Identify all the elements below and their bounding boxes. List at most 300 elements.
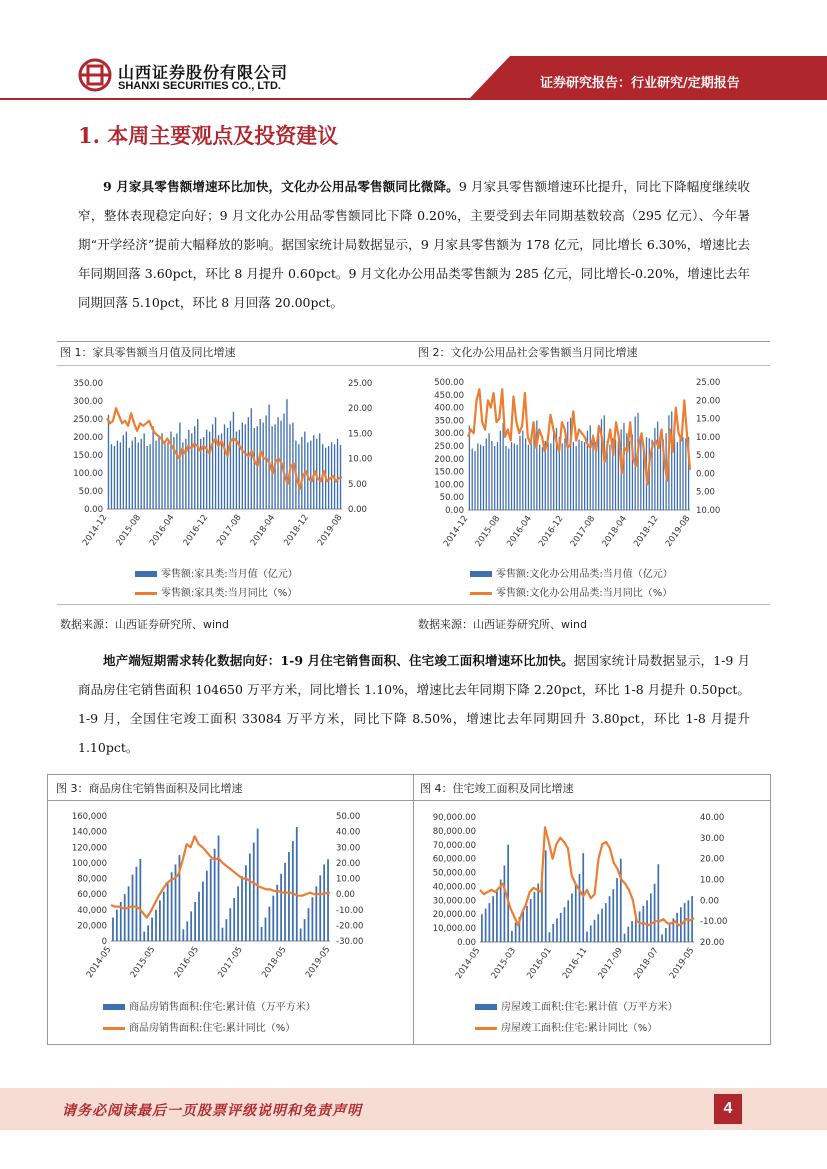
bar — [629, 441, 630, 510]
bar — [657, 422, 658, 510]
bar — [556, 918, 558, 942]
chart-housing-sales — [55, 806, 405, 986]
line-series — [480, 827, 694, 925]
page-number: 4 — [714, 1094, 742, 1124]
bar — [657, 864, 659, 942]
left-tick-label: 30,000.00 — [432, 896, 476, 907]
legend-label: 房屋竣工面积:住宅:累计值（万平方米） — [501, 1002, 678, 1013]
bar — [298, 444, 299, 509]
figure-1-legend-line — [135, 584, 297, 599]
right-tick-label: 5.00 — [696, 487, 715, 498]
bar — [126, 432, 127, 509]
x-tick-label: 2019-05 — [303, 944, 333, 980]
bar — [500, 880, 502, 943]
bar — [639, 911, 641, 942]
right-tick-label: 30.00 — [336, 843, 361, 854]
bar — [227, 428, 228, 509]
right-tick-label: 15.00 — [696, 414, 721, 425]
bar — [179, 423, 180, 509]
figure-2-caption: 图 2：文化办公用品社会零售额当月同比增速 — [418, 346, 638, 359]
bar — [492, 896, 494, 942]
bar — [188, 430, 189, 509]
left-tick-label: 0.00 — [445, 506, 464, 516]
left-tick-label: 200.00 — [434, 454, 464, 465]
bar — [117, 441, 118, 509]
right-tick-label: -10.00 — [336, 905, 364, 916]
bar — [582, 853, 584, 942]
legend-line-swatch — [135, 592, 157, 595]
paragraph-body: 据国家统计局数据显示，1-9 月商品房住宅销售面积 104650 万平方米，同比增长 1.10%，增速比去年同期下降 2.20pct，环比 1-8 月提升 0.50pct。1-9 月，全国住宅竣工面积 33084 万平方米，同比下降 8.50%，增速比去年同期回升 3.80pct，环比 1-8 月提升 1.10pct。 — [78, 653, 750, 755]
bar — [511, 931, 513, 942]
bar — [323, 864, 325, 941]
figure-1-legend-bar — [135, 565, 298, 580]
bar — [182, 929, 184, 941]
bar — [245, 424, 246, 509]
paragraph-lead: 地产端短期需求转化数据向好：1-9 月住宅销售面积、住宅竣工面积增速环比加快。 — [103, 653, 574, 668]
figure-divider — [57, 341, 770, 342]
x-tick-label: 2014-05 — [453, 945, 483, 981]
bar — [138, 442, 139, 509]
bar — [112, 918, 114, 941]
right-tick-label: 20.00 — [336, 858, 361, 869]
right-tick-label: 15.00 — [348, 429, 373, 440]
paragraph-body: 9 月家具零售额增速环比提升，同比下降幅度继续收窄，整体表现稳定向好；9 月文化办公用品零售额同比下降 0.20%，主要受到去年同期基数较高（295 亿元）、今年暑期“开学经济”提前大幅释放的影响。据国家统计局数据显示，9 月家具零售额为 178 亿元，同比增长 6.30%，增速比去年同期回落 3.60pct，环比 8 月提升 0.60pct。9 月文化办公用品类零售额为 285 亿元，同比增长-0.20%，增速比去年同期回落 5.10pct，环比 8 月回落 20.00pct。 — [78, 179, 750, 310]
paragraph-furniture — [78, 172, 750, 317]
figure-3-legend-bar — [103, 998, 316, 1013]
bar — [586, 932, 588, 942]
bar — [239, 430, 240, 509]
bar — [308, 908, 310, 941]
bar — [114, 446, 115, 509]
legend-label: 零售额:文化办公用品类:当月值（亿元） — [496, 569, 673, 580]
right-tick-label: 0.00 — [696, 469, 715, 480]
bar — [581, 441, 582, 510]
bar — [265, 918, 267, 941]
bar — [531, 440, 532, 510]
legend-line-swatch — [470, 592, 492, 595]
bar — [149, 444, 150, 509]
x-tick-label: 2014-05 — [84, 944, 114, 980]
bar — [136, 867, 138, 941]
x-tick-label: 2017-08 — [215, 512, 244, 548]
bar — [560, 913, 562, 942]
bar — [135, 437, 136, 509]
bar — [486, 438, 487, 510]
bar — [237, 886, 239, 941]
bar — [488, 433, 489, 510]
x-tick-label: 2016-01 — [525, 945, 554, 981]
figure-divider — [47, 800, 770, 801]
bar — [507, 845, 509, 942]
bar — [609, 445, 610, 510]
bar — [504, 866, 506, 942]
right-tick-label: 0.00 — [700, 896, 719, 907]
bar — [567, 422, 568, 510]
right-tick-label: 5.00 — [348, 479, 367, 490]
bar — [230, 421, 231, 509]
bar — [550, 443, 551, 510]
left-tick-label: 350.00 — [73, 379, 103, 389]
bar — [225, 919, 227, 941]
bar — [301, 437, 302, 509]
bar — [190, 911, 192, 941]
bar — [328, 446, 329, 509]
x-tick-label: 2018-05 — [260, 944, 289, 980]
bar — [549, 932, 551, 942]
legend-bar-swatch — [470, 571, 492, 577]
bar — [597, 914, 599, 942]
bar — [215, 417, 216, 509]
left-tick-label: 250.00 — [434, 442, 464, 452]
bar — [269, 907, 271, 941]
bar — [191, 433, 192, 509]
bar — [132, 875, 134, 941]
left-tick-label: 150.00 — [73, 451, 103, 461]
left-tick-label: 100.00 — [434, 480, 464, 491]
x-tick-label: 2016-04 — [505, 513, 534, 549]
bar — [654, 884, 656, 942]
paragraph-real-estate — [78, 646, 750, 762]
bar — [573, 442, 574, 510]
bar — [251, 408, 252, 509]
bar — [206, 430, 207, 509]
bar — [124, 894, 126, 941]
bar — [542, 447, 543, 510]
figure-2-source: 数据来源：山西证券研究所、wind — [418, 618, 588, 631]
left-tick-label: 350.00 — [434, 416, 464, 427]
figure-3-legend-line — [103, 1019, 295, 1034]
bar — [620, 859, 622, 942]
bar — [575, 885, 577, 942]
bar — [139, 859, 141, 941]
left-tick-label: 250.00 — [73, 415, 103, 425]
bar — [151, 918, 153, 941]
left-tick-label: 60,000.00 — [432, 854, 476, 865]
bar — [245, 865, 247, 941]
x-tick-label: 2017-05 — [216, 944, 245, 980]
bar — [155, 910, 157, 941]
bar — [618, 441, 619, 510]
bar — [685, 438, 686, 510]
left-tick-label: 200.00 — [73, 433, 103, 443]
bar — [579, 874, 581, 942]
bar — [248, 417, 249, 509]
bar — [564, 438, 565, 510]
bar — [167, 882, 169, 941]
bar — [146, 446, 147, 509]
bar — [517, 445, 518, 510]
left-tick-label: 500.00 — [434, 378, 464, 388]
bar — [661, 934, 663, 942]
bar — [590, 426, 591, 510]
paragraph-lead: 9 月家具零售额增速环比加快，文化办公用品零售额同比微降。 — [103, 179, 459, 194]
bar — [525, 438, 526, 510]
figure-3-caption: 图 3：商品房住宅销售面积及同比增速 — [56, 782, 243, 795]
figure-divider — [413, 774, 414, 1044]
left-tick-label: 0 — [101, 937, 107, 947]
left-tick-label: 40,000.00 — [432, 882, 476, 893]
right-tick-label: 40.00 — [700, 813, 725, 823]
bar — [497, 442, 498, 510]
left-tick-label: 50.00 — [439, 493, 464, 504]
bar — [120, 442, 121, 509]
x-tick-label: 2015-05 — [128, 944, 158, 980]
bar — [143, 932, 145, 941]
company-name-cn: 山西证券股份有限公司 — [118, 63, 289, 82]
bar — [327, 859, 329, 941]
section-title: 1. 本周主要观点及投资建议 — [78, 123, 339, 148]
bar — [505, 446, 506, 510]
left-tick-label: 20,000.00 — [432, 910, 476, 921]
bar — [624, 934, 626, 942]
bar — [263, 423, 264, 509]
bar — [158, 437, 159, 509]
bar — [534, 892, 536, 942]
bar — [562, 443, 563, 510]
left-tick-label: 80,000.00 — [432, 826, 476, 837]
left-tick-label: 300.00 — [73, 397, 103, 407]
figure-1-source: 数据来源：山西证券研究所、wind — [60, 618, 230, 631]
bar — [241, 876, 243, 941]
bar — [594, 920, 596, 942]
bar — [576, 446, 577, 510]
bar — [494, 446, 495, 510]
right-tick-label: -20.00 — [336, 921, 364, 932]
bar — [286, 399, 287, 509]
bar — [511, 442, 512, 510]
bar — [272, 896, 274, 941]
left-tick-label: 150.00 — [434, 467, 464, 478]
bar — [514, 443, 515, 510]
legend-label: 商品房销售面积:住宅:累计值（万平方米） — [129, 1002, 316, 1013]
bar — [567, 900, 569, 942]
figure-divider — [57, 365, 770, 366]
left-tick-label: 10,000.00 — [432, 924, 476, 935]
bar — [288, 852, 290, 941]
x-tick-label: 2019-08 — [315, 512, 345, 548]
bar — [312, 897, 314, 941]
x-tick-label: 2016-11 — [560, 945, 590, 981]
bar — [214, 849, 216, 941]
bar — [233, 898, 235, 941]
x-tick-label: 2018-12 — [632, 513, 661, 549]
bar — [152, 426, 153, 509]
bar — [337, 439, 338, 509]
bar — [116, 910, 118, 941]
right-tick-label: 0.00 — [336, 890, 355, 901]
left-tick-label: 20,000 — [77, 921, 107, 932]
bar — [500, 431, 501, 510]
left-tick-label: 0.00 — [84, 505, 103, 515]
figure-4-legend-line — [475, 1019, 657, 1034]
bar — [480, 445, 481, 510]
bar — [261, 927, 263, 941]
bar — [502, 423, 503, 510]
bar — [268, 405, 269, 509]
bar — [571, 893, 573, 942]
bar — [688, 900, 690, 942]
bar — [304, 919, 306, 941]
left-tick-label: 100,000 — [71, 858, 107, 869]
bar — [592, 434, 593, 510]
left-tick-label: 40,000 — [77, 905, 107, 916]
bar — [489, 903, 491, 942]
bar — [515, 923, 517, 942]
bar — [265, 415, 266, 509]
bar — [292, 841, 294, 941]
bar — [296, 827, 298, 941]
right-tick-label: 10.00 — [700, 875, 725, 886]
bar — [186, 921, 188, 941]
legend-bar-swatch — [135, 571, 157, 577]
bar — [176, 433, 177, 509]
bar — [615, 440, 616, 510]
bar — [601, 909, 603, 942]
x-tick-label: 2014-12 — [80, 512, 110, 548]
bar — [616, 878, 618, 942]
bar — [584, 442, 585, 510]
right-tick-label: 20.00 — [696, 396, 721, 407]
legend-bar-swatch — [475, 1004, 497, 1010]
bar — [671, 411, 672, 510]
right-tick-label: -10.00 — [700, 917, 728, 928]
bar — [257, 426, 258, 509]
x-tick-label: 2019-08 — [663, 513, 693, 549]
x-tick-label: 2015-08 — [473, 513, 503, 549]
bar — [163, 892, 165, 941]
bar — [280, 874, 282, 941]
bar — [677, 442, 678, 510]
figure-2-legend-line — [470, 584, 672, 599]
bar — [128, 886, 130, 941]
figure-2-legend-bar — [470, 565, 673, 580]
x-tick-label: 2016-12 — [537, 513, 566, 549]
bar — [155, 441, 156, 509]
bar — [159, 900, 161, 941]
left-tick-label: 100.00 — [73, 469, 103, 479]
figure-divider — [57, 604, 770, 605]
bar — [590, 925, 592, 942]
bar — [491, 441, 492, 510]
bar — [472, 449, 473, 510]
bar — [631, 921, 633, 942]
bar — [528, 445, 529, 510]
x-tick-label: 2017-09 — [596, 945, 626, 981]
x-tick-label: 2015-08 — [114, 512, 144, 548]
right-tick-label: 40.00 — [336, 827, 361, 838]
bar — [123, 435, 124, 509]
bar — [111, 444, 112, 509]
right-tick-label: 10.00 — [336, 874, 361, 885]
bar — [578, 440, 579, 510]
left-tick-label: 140,000 — [71, 827, 107, 838]
x-tick-label: 2016-12 — [181, 512, 211, 548]
legend-label: 商品房销售面积:住宅:累计同比（%） — [129, 1023, 296, 1034]
bar — [277, 417, 278, 509]
bar — [284, 863, 286, 941]
right-tick-label: 5.00 — [696, 451, 715, 462]
bar — [129, 448, 130, 509]
bar — [212, 424, 213, 509]
right-tick-label: 10.00 — [696, 432, 721, 443]
bar — [242, 423, 243, 509]
bar — [310, 441, 311, 509]
bar — [481, 914, 483, 942]
left-tick-label: 60,000 — [77, 890, 107, 901]
left-tick-label: 400.00 — [434, 403, 464, 414]
bar — [469, 426, 470, 510]
bar — [224, 424, 225, 509]
bar — [609, 896, 611, 942]
legend-label: 零售额:家具类:当月值（亿元） — [161, 569, 298, 580]
bar — [194, 426, 195, 509]
left-tick-label: 90,000.00 — [432, 813, 476, 823]
x-tick-label: 2016-05 — [172, 944, 202, 980]
bar — [640, 440, 641, 510]
bar — [198, 892, 200, 941]
bar — [485, 909, 487, 942]
bar — [680, 436, 681, 510]
legend-line-swatch — [103, 1027, 125, 1030]
bar — [253, 843, 255, 941]
bar — [144, 433, 145, 509]
bar — [108, 415, 109, 509]
bar — [210, 859, 212, 941]
bar — [319, 433, 320, 509]
company-logo — [78, 56, 112, 94]
bar — [300, 929, 302, 942]
bar — [141, 439, 142, 509]
bar — [229, 908, 231, 941]
bar — [249, 854, 251, 942]
bar — [132, 441, 133, 509]
bar — [167, 442, 168, 509]
bar — [553, 433, 554, 510]
bar — [522, 911, 524, 942]
bar — [477, 443, 478, 510]
bar — [612, 889, 614, 942]
left-tick-label: 300.00 — [434, 429, 464, 440]
bar — [496, 889, 498, 942]
left-tick-label: 80,000 — [77, 874, 107, 885]
bar — [539, 445, 540, 510]
x-tick-label: 2019-05 — [667, 945, 697, 981]
bar — [676, 913, 678, 942]
bar — [206, 871, 208, 941]
bar — [598, 436, 599, 510]
chart-housing-completed — [418, 806, 768, 986]
legend-line-swatch — [475, 1027, 497, 1030]
legend-label: 零售额:家具类:当月同比（%） — [161, 588, 298, 599]
bar — [552, 924, 554, 942]
x-tick-label: 2018-12 — [282, 512, 311, 548]
report-type: 证券研究报告：行业研究/定期报告 — [540, 76, 740, 91]
bar — [665, 928, 667, 942]
chart-office-supplies — [418, 370, 770, 562]
left-tick-label: 50.00 — [78, 487, 103, 497]
x-tick-label: 2018-04 — [248, 512, 278, 548]
right-tick-label: 10.00 — [348, 454, 373, 465]
bar — [222, 928, 224, 941]
bar — [164, 444, 165, 509]
figure-4-legend-bar — [475, 998, 678, 1013]
left-tick-label: 120,000 — [71, 843, 107, 854]
bar — [218, 836, 220, 941]
right-tick-label: 20.00 — [348, 404, 373, 415]
right-tick-label: 25.00 — [348, 379, 373, 389]
bar — [508, 449, 509, 510]
figure-1-caption: 图 1：家具零售额当月值及同比增速 — [60, 346, 236, 359]
